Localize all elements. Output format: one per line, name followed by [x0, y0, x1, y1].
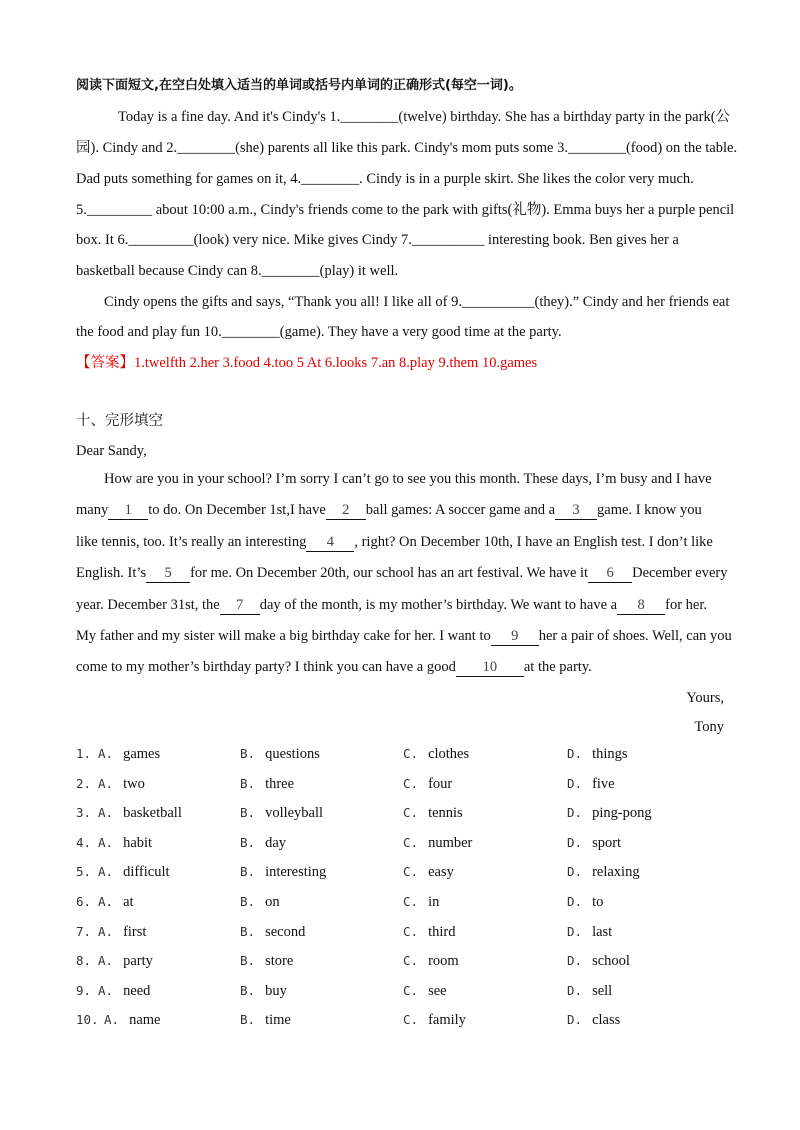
cloze-text: at the party. [523, 659, 592, 675]
cloze-line-6 [76, 626, 732, 646]
option-d[interactable] [567, 924, 612, 941]
option-text: buy [265, 983, 287, 999]
option-letter: C. [403, 746, 419, 761]
option-b[interactable] [240, 776, 294, 793]
option-letter: D. [567, 1012, 583, 1027]
cloze-blank-3: 3 [555, 502, 597, 520]
question-row-4 [76, 835, 736, 855]
option-a[interactable] [98, 835, 152, 852]
passage1-line-5: box. It 6._________(look) very nice. Mike gives Cindy 7.__________ interesting book. Ben gives her a [76, 232, 679, 248]
option-letter: B. [240, 953, 256, 968]
question-number: 1. [76, 746, 92, 761]
question-number: 5. [76, 864, 92, 879]
option-text: relaxing [592, 864, 640, 880]
option-text: basketball [123, 805, 182, 821]
question-number: 7. [76, 924, 92, 939]
cloze-blank-6: 6 [588, 565, 632, 583]
option-text: second [265, 924, 306, 940]
option-text: school [592, 953, 630, 969]
option-letter: B. [240, 835, 256, 850]
option-letter: C. [403, 805, 419, 820]
option-letter: B. [240, 776, 256, 791]
option-text: interesting [265, 864, 327, 880]
option-letter: B. [240, 1012, 256, 1027]
cloze-blank-8: 8 [617, 597, 665, 615]
option-letter: B. [240, 894, 256, 909]
cloze-line-2 [76, 500, 702, 520]
passage1-line-6: basketball because Cindy can 8.________(play) it well. [76, 263, 399, 279]
option-d[interactable] [567, 835, 621, 852]
cloze-text: English. It’s [76, 565, 147, 581]
option-b[interactable] [240, 953, 293, 970]
passage1-line-7: Cindy opens the gifts and says, “Thank you all! I like all of 9.__________(they).” Cindy and her friends eat [104, 294, 730, 310]
option-text: two [123, 776, 145, 792]
option-d[interactable] [567, 746, 628, 763]
cloze-text: for me. On December 20th, our school has an art festival. We have it [190, 565, 589, 581]
option-d[interactable] [567, 864, 640, 881]
option-b[interactable] [240, 805, 323, 822]
option-text: last [592, 924, 613, 940]
option-text: habit [123, 835, 153, 851]
option-d[interactable] [567, 805, 652, 822]
option-text: games [123, 746, 161, 762]
option-letter: D. [567, 805, 583, 820]
option-b[interactable] [240, 894, 280, 911]
option-b[interactable] [240, 924, 305, 941]
cloze-line-7 [76, 657, 592, 677]
option-letter: A. [98, 835, 114, 850]
option-text: store [265, 953, 294, 969]
option-text: class [592, 1012, 621, 1028]
cloze-text: December every [632, 565, 728, 581]
option-letter: C. [403, 776, 419, 791]
letter-signature: Tony [694, 719, 724, 735]
option-letter: A. [98, 864, 114, 879]
question-row-6 [76, 894, 736, 914]
option-text: name [129, 1012, 161, 1028]
option-letter: B. [240, 924, 256, 939]
passage1-line-1: Today is a fine day. And it's Cindy's 1.________(twelve) birthday. She has a birthday party in the park(公 [118, 109, 731, 125]
option-c[interactable] [403, 864, 454, 881]
letter-closing: Yours, [686, 690, 724, 706]
cloze-text: game. I know you [597, 502, 702, 518]
option-text: sport [592, 835, 622, 851]
passage1-line-3: Dad puts something for games on it, 4.________. Cindy is in a purple skirt. She likes the color very much. [76, 171, 694, 187]
cloze-text: , right? On December 10th, I have an English test. I don’t like [354, 534, 713, 550]
option-text: difficult [123, 864, 170, 880]
option-c[interactable] [403, 746, 469, 763]
option-text: sell [592, 983, 613, 999]
option-c[interactable] [403, 924, 455, 941]
option-a[interactable] [98, 776, 145, 793]
passage1-line-4: 5._________ about 10:00 a.m., Cindy's friends come to the park with gifts(礼物). Emma buys her a purple pencil [76, 202, 735, 218]
option-c[interactable] [403, 953, 459, 970]
option-letter: D. [567, 924, 583, 939]
cloze-text: How are you in your school? I’m sorry I can’t go to see you this month. These days, I’m busy and I have [104, 471, 712, 487]
option-text: see [428, 983, 447, 999]
option-b[interactable] [240, 835, 286, 852]
option-a[interactable] [98, 746, 160, 763]
cloze-text: to do. On December 1st,I have [148, 502, 326, 518]
question-number: 6. [76, 894, 92, 909]
cloze-line-3 [76, 532, 713, 552]
option-text: at [123, 894, 134, 910]
passage1-line-2: 园). Cindy and 2.________(she) parents all like this park. Cindy's mom puts some 3.________(food) on the table. [76, 140, 738, 156]
option-a[interactable] [98, 894, 134, 911]
section2-title: 十、完形填空 [76, 413, 163, 429]
option-d[interactable] [567, 776, 615, 793]
question-row-8 [76, 953, 736, 973]
option-text: to [592, 894, 604, 910]
option-d[interactable] [567, 1012, 620, 1029]
cloze-line-1 [104, 469, 712, 489]
option-text: first [123, 924, 147, 940]
option-d[interactable] [567, 953, 630, 970]
option-c[interactable] [403, 835, 472, 852]
option-letter: A. [98, 983, 114, 998]
option-letter: A. [104, 1012, 120, 1027]
option-text: three [265, 776, 295, 792]
passage1-line-8: the food and play fun 10.________(game). They have a very good time at the party. [76, 324, 562, 340]
option-text: third [428, 924, 456, 940]
option-letter: A. [98, 924, 114, 939]
option-text: family [428, 1012, 466, 1028]
option-text: time [265, 1012, 291, 1028]
option-c[interactable] [403, 983, 447, 1000]
question-number: 4. [76, 835, 92, 850]
option-letter: B. [240, 864, 256, 879]
cloze-text: like tennis, too. It’s really an interesting [76, 534, 307, 550]
cloze-text: year. December 31st, the [76, 597, 220, 613]
option-b[interactable] [240, 864, 326, 881]
option-letter: C. [403, 835, 419, 850]
option-b[interactable] [240, 1012, 291, 1029]
cloze-line-4 [76, 563, 728, 583]
option-text: number [428, 835, 473, 851]
option-text: room [428, 953, 459, 969]
option-letter: D. [567, 983, 583, 998]
cloze-text: for her. [665, 597, 707, 613]
question-number: 10. [76, 1012, 99, 1027]
option-letter: C. [403, 1012, 419, 1027]
option-letter: A. [98, 894, 114, 909]
option-text: things [592, 746, 628, 762]
question-row-2 [76, 776, 736, 796]
cloze-blank-2: 2 [326, 502, 366, 520]
answer-list: 1.twelfth 2.her 3.food 4.too 5 At 6.looks 7.an 8.play 9.them 10.games [134, 355, 538, 371]
option-letter: D. [567, 776, 583, 791]
question-row-1 [76, 746, 736, 766]
option-text: five [592, 776, 615, 792]
option-b[interactable] [240, 746, 320, 763]
option-c[interactable] [403, 805, 463, 822]
cloze-blank-4: 4 [306, 534, 354, 552]
option-d[interactable] [567, 983, 612, 1000]
option-letter: A. [98, 953, 114, 968]
option-c[interactable] [403, 1012, 466, 1029]
cloze-text: My father and my sister will make a big birthday cake for her. I want to [76, 628, 491, 644]
option-letter: B. [240, 805, 256, 820]
option-a[interactable] [98, 924, 146, 941]
cloze-text: many [76, 502, 109, 518]
option-text: day [265, 835, 286, 851]
option-letter: C. [403, 983, 419, 998]
question-row-5 [76, 864, 736, 884]
option-a[interactable] [98, 983, 150, 1000]
option-text: need [123, 983, 151, 999]
option-a[interactable] [98, 953, 153, 970]
option-a[interactable] [104, 1012, 160, 1029]
question-row-9 [76, 983, 736, 1003]
option-letter: C. [403, 864, 419, 879]
cloze-text: day of the month, is my mother’s birthday. We want to have a [259, 597, 618, 613]
question-number: 9. [76, 983, 92, 998]
option-letter: A. [98, 746, 114, 761]
option-text: easy [428, 864, 454, 880]
option-text: tennis [428, 805, 463, 821]
question-row-7 [76, 924, 736, 944]
cloze-blank-10: 10 [456, 659, 524, 677]
question-number: 3. [76, 805, 92, 820]
option-b[interactable] [240, 983, 287, 1000]
cloze-blank-1: 1 [108, 502, 148, 520]
question-number: 8. [76, 953, 92, 968]
option-letter: C. [403, 953, 419, 968]
option-letter: D. [567, 835, 583, 850]
option-letter: B. [240, 746, 256, 761]
option-letter: A. [98, 805, 114, 820]
question-row-3 [76, 805, 736, 825]
option-c[interactable] [403, 894, 439, 911]
option-letter: B. [240, 983, 256, 998]
cloze-text: ball games: A soccer game and a [365, 502, 556, 518]
cloze-blank-9: 9 [491, 628, 539, 646]
option-text: party [123, 953, 153, 969]
option-text: four [428, 776, 453, 792]
option-letter: A. [98, 776, 114, 791]
option-text: ping-pong [592, 805, 652, 821]
letter-greeting: Dear Sandy, [76, 443, 147, 459]
answer-key [76, 353, 537, 373]
cloze-text: come to my mother’s birthday party? I think you can have a good [76, 659, 456, 675]
option-text: questions [265, 746, 320, 762]
cloze-text: her a pair of shoes. Well, can you [538, 628, 732, 644]
option-letter: D. [567, 864, 583, 879]
option-c[interactable] [403, 776, 452, 793]
question-number: 2. [76, 776, 92, 791]
cloze-blank-7: 7 [220, 597, 260, 615]
option-text: in [428, 894, 440, 910]
option-letter: C. [403, 924, 419, 939]
option-text: on [265, 894, 280, 910]
option-letter: D. [567, 953, 583, 968]
option-text: volleyball [265, 805, 324, 821]
cloze-line-5 [76, 595, 707, 615]
option-letter: C. [403, 894, 419, 909]
option-letter: D. [567, 894, 583, 909]
answer-label: 【答案】 [76, 355, 134, 371]
option-letter: D. [567, 746, 583, 761]
cloze-blank-5: 5 [146, 565, 190, 583]
option-text: clothes [428, 746, 470, 762]
option-d[interactable] [567, 894, 603, 911]
section1-instruction: 阅读下面短文,在空白处填入适当的单词或括号内单词的正确形式(每空一词)。 [76, 78, 522, 93]
option-a[interactable] [98, 864, 170, 881]
question-row-10 [76, 1012, 736, 1032]
option-a[interactable] [98, 805, 182, 822]
